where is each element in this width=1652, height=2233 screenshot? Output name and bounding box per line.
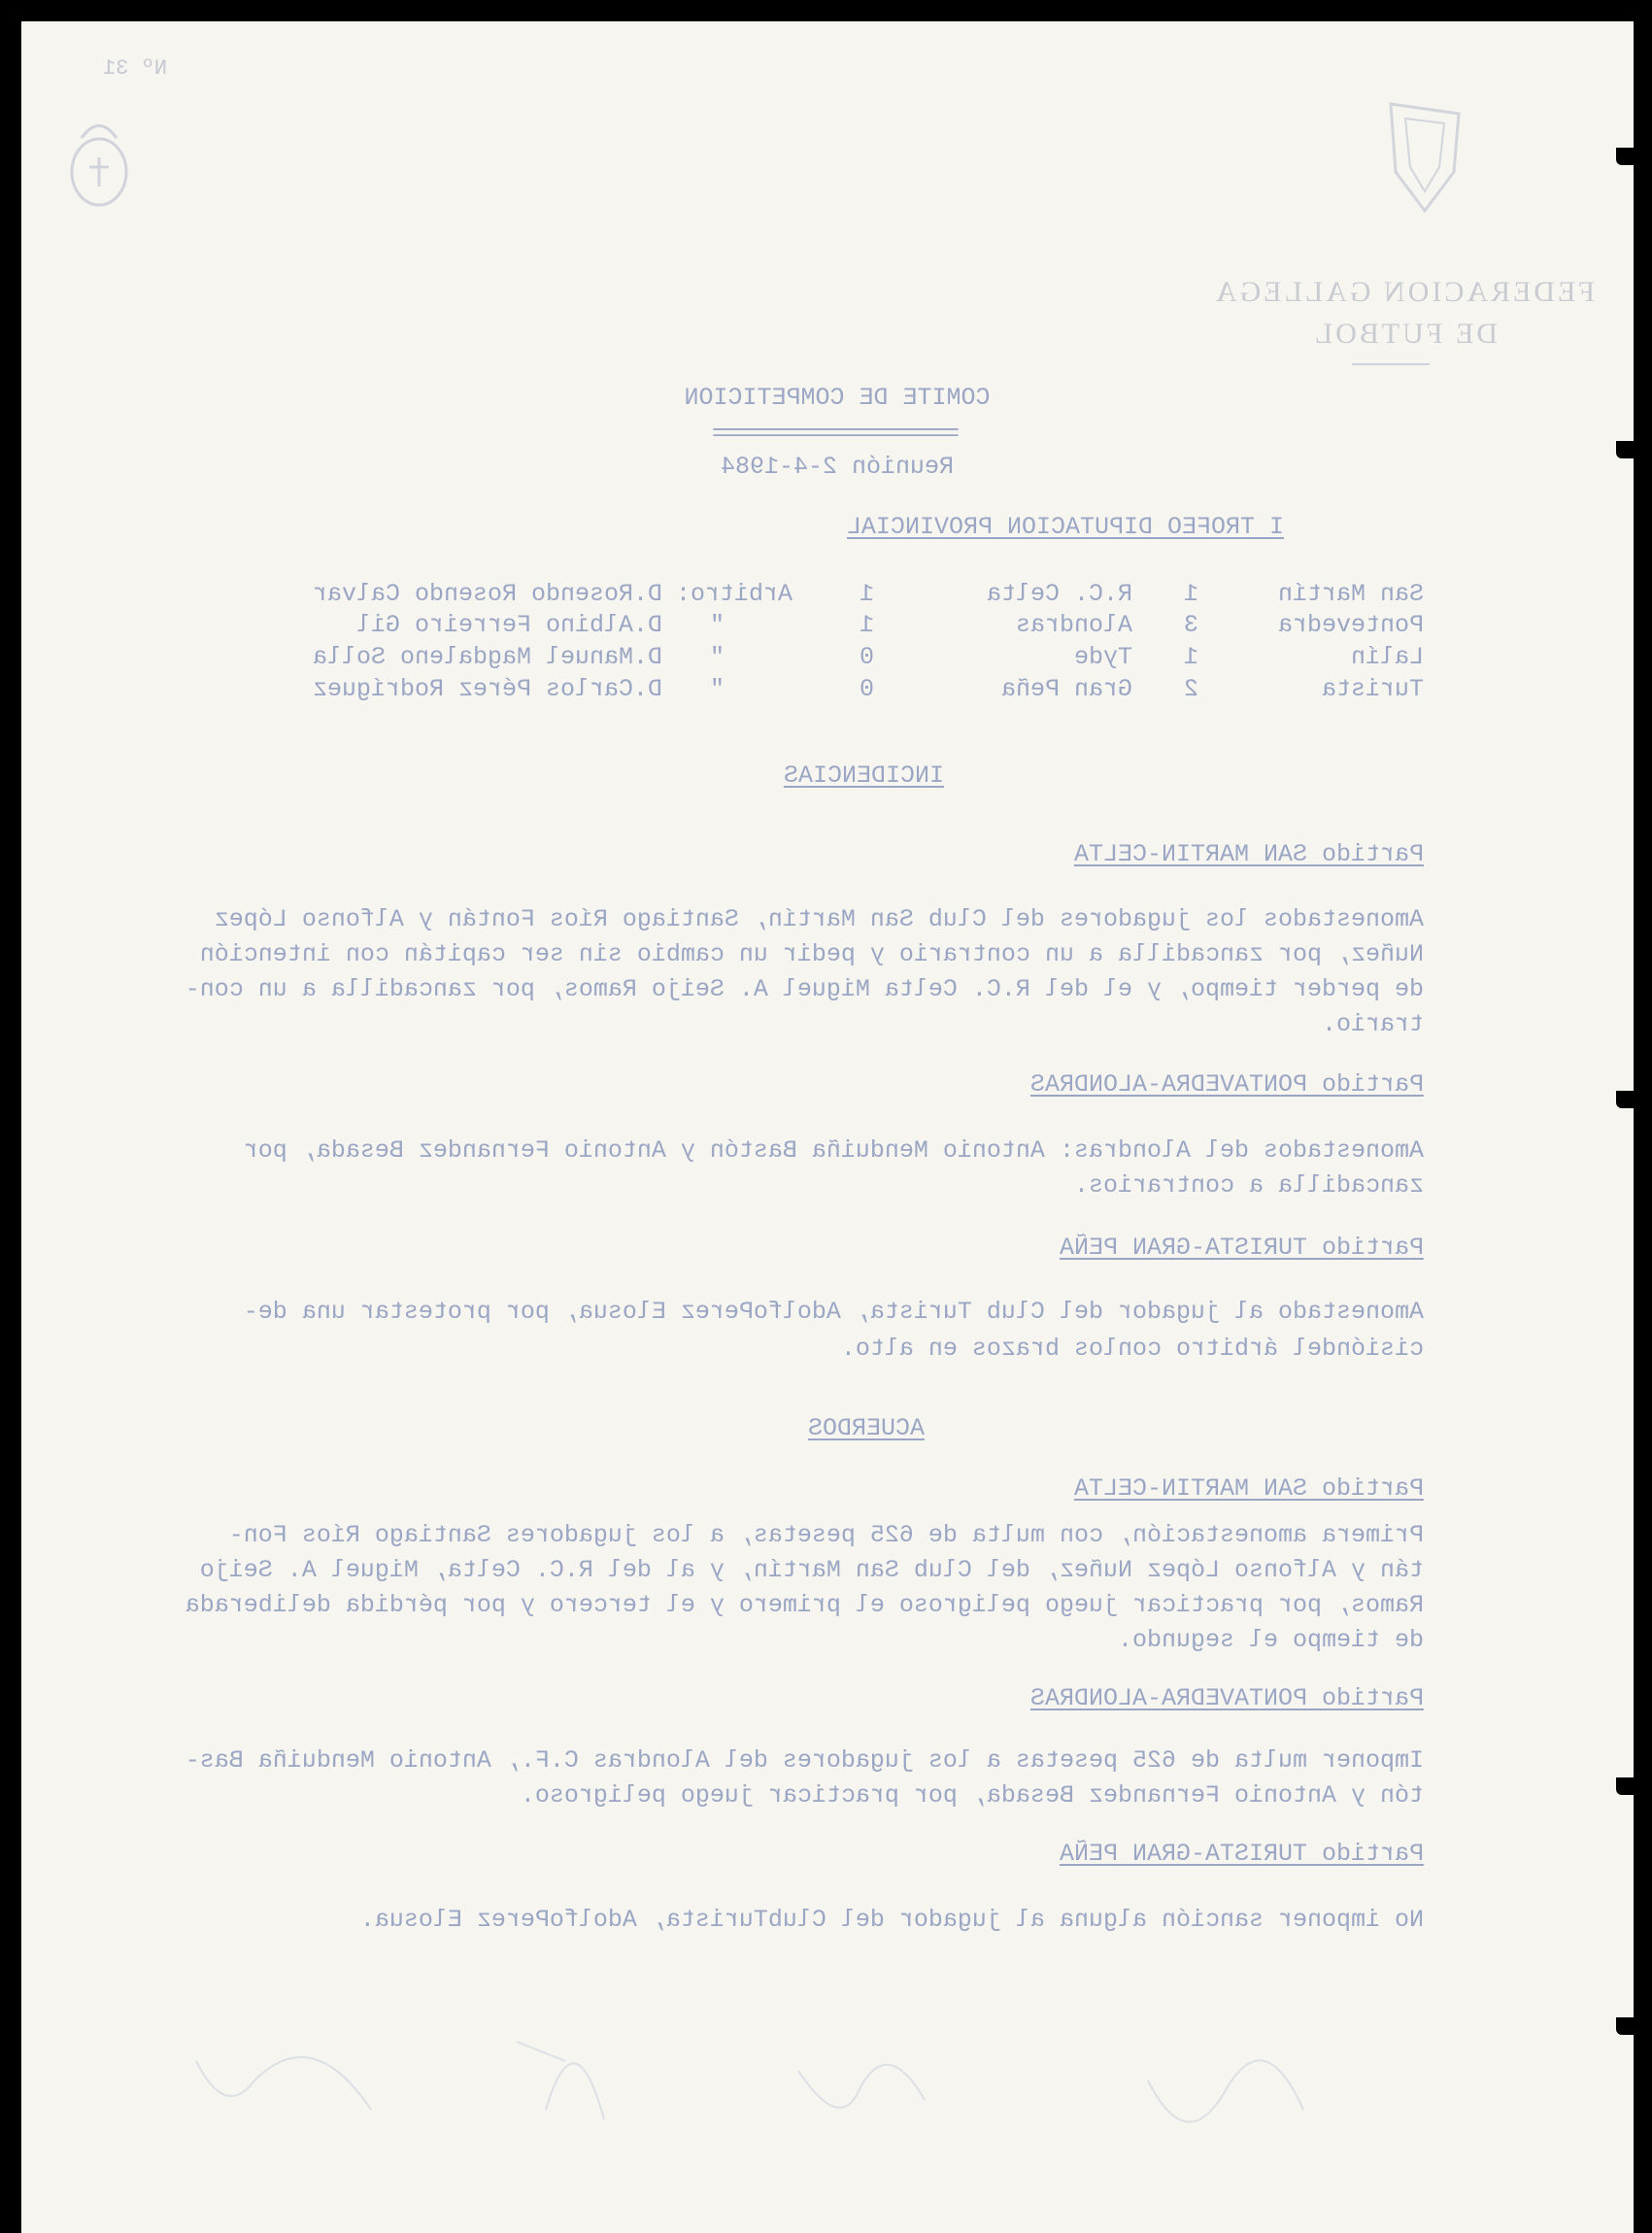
home-score: 1 (1183, 580, 1198, 608)
meeting-date: Reunión 2-4-1984 (720, 453, 955, 481)
referee-name: D.Rosendo Rosendo Calvar (312, 580, 662, 608)
match-title: Partido SAN MARTIN-CELTA (1073, 840, 1424, 868)
referee-name: D.Albino Ferreiro Gil (355, 611, 662, 639)
away-team: R.C. Celta (986, 580, 1132, 608)
text-line: trario. (1321, 1010, 1424, 1038)
trophy-title: I TROFEO DIPUTACION PROVINCIAL (846, 513, 1284, 541)
text-line: Amonestado al jugador del Club Turista, AdolfoPerez Elosua, por protestar una de- (243, 1298, 1424, 1326)
shield-icon (1381, 94, 1468, 220)
emblem-icon (60, 109, 138, 216)
referee-label: " (709, 643, 725, 671)
signatures-icon (177, 2003, 1342, 2148)
away-score: 0 (859, 675, 874, 703)
section-heading-acuerdos: ACUERDOS (807, 1414, 925, 1442)
match-title: Partido PONTAVEDRA-ALONDRAS (1029, 1070, 1424, 1099)
referee-label: " (709, 675, 725, 703)
home-team: Pontevedra (1277, 611, 1424, 639)
match-title: Partido TURISTA-GRAN PEÑA (1059, 1234, 1424, 1262)
committee-title: COMITE DE COMPETICION (684, 384, 991, 412)
text-line: de perder tiempo, y el del R.C. Celta Miguel A. Seijo Ramos, por zancadilla a un con- (185, 975, 1424, 1003)
mirrored-print (21, 21, 1634, 2233)
divider (1352, 363, 1430, 365)
home-team: Lalín (1350, 643, 1424, 671)
match-title: Partido SAN MARTIN-CELTA (1073, 1474, 1424, 1503)
away-score: 1 (859, 611, 874, 639)
section-heading-incidencias: INCIDENCIAS (783, 761, 944, 790)
federation-line2: DE FUTBOL (1311, 318, 1498, 350)
page-ref: Nº 31 (102, 56, 167, 81)
home-score: 2 (1183, 675, 1198, 703)
away-score: 1 (859, 580, 874, 608)
text-line: No imponer sanción alguna al jugador del ClubTurista, AdolfoPerez Elosua. (359, 1906, 1424, 1934)
home-score: 1 (1183, 643, 1198, 671)
text-line: Ramos, por practicar juego peligroso el primero y el tercero y por pérdida deliberada (185, 1591, 1424, 1619)
text-line: zancadilla a contrarios. (1073, 1171, 1424, 1200)
text-line: de tiempo el segundo. (1117, 1626, 1424, 1654)
away-team: Alondras (1015, 611, 1132, 639)
text-line: cisióndel árbitro conlos brazos en alto. (840, 1335, 1424, 1363)
away-score: 0 (859, 643, 874, 671)
document-page (21, 21, 1634, 2233)
title-rule: ===================== (714, 420, 961, 448)
text-line: Amonestados del Alondras: Antonio Menduiña Bastón y Antonio Fernandez Besada, por (243, 1136, 1424, 1165)
referee-label: " (709, 611, 725, 639)
referee-name: D.Manuel Magdaleno Solla (312, 643, 662, 671)
text-line: tón y Antonio Fernandez Besada, por practicar juego peligroso. (520, 1781, 1424, 1810)
text-line: Amonestados los jugadores del Club San Martín, Santiago Ríos Fontán y Alfonso López (214, 905, 1424, 933)
home-team: San Martín (1277, 580, 1424, 608)
match-title: Partido TURISTA-GRAN PEÑA (1059, 1840, 1424, 1868)
text-line: tán y Alfonso López Nuñez, del Club San Martín, y al del R.C. Celta, Miguel A. Seijo (199, 1556, 1424, 1584)
text-line: Primera amonestación, con multa de 625 pesetas, a los jugadores Santiago Ríos Fon- (228, 1521, 1424, 1549)
text-line: Imponer multa de 625 pesetas a los jugadores del Alondras C.F., Antonio Menduiña Bas- (185, 1746, 1424, 1775)
match-title: Partido PONTAVEDRA-ALONDRAS (1029, 1684, 1424, 1712)
home-team: Turista (1321, 675, 1424, 703)
federation-line1: FEDERACION GALLEGA (1212, 276, 1595, 308)
away-team: Tyde (1073, 643, 1132, 671)
text-line: Nuñez, por zancadilla a un contrario y pedir un cambio sin ser capitán con intención (199, 940, 1424, 968)
referee-name: D.Carlos Pérez Rodríguez (312, 675, 662, 703)
home-score: 3 (1183, 611, 1198, 639)
referee-label: Arbitro: (675, 580, 792, 608)
away-team: Gran Peña (1000, 675, 1132, 703)
